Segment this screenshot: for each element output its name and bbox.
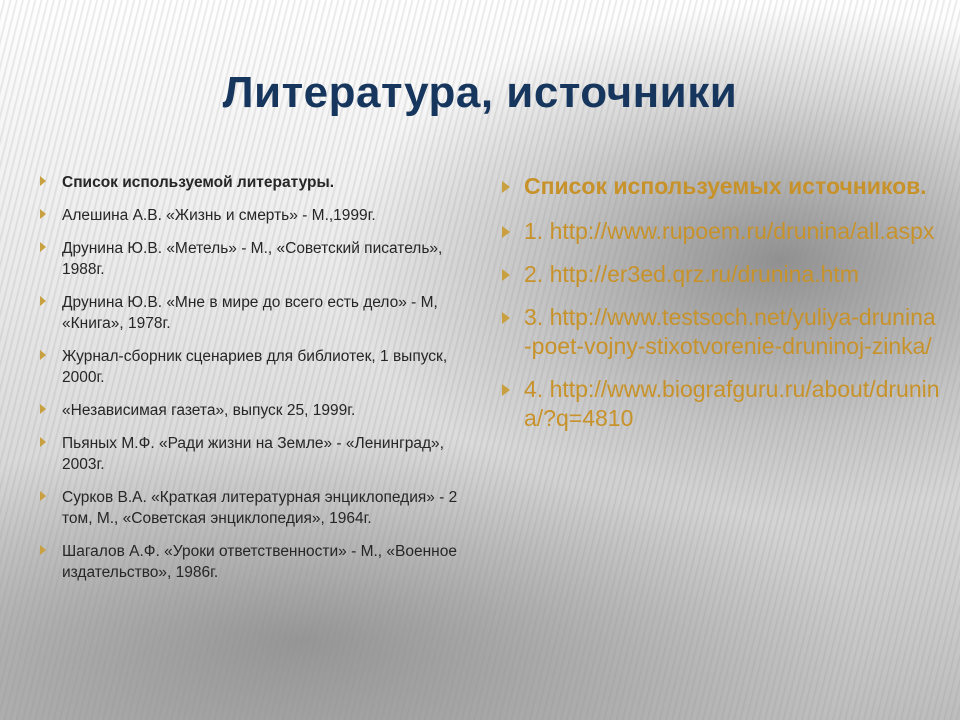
literature-item-text: Алешина А.В. «Жизнь и смерть» - М.,1999г. bbox=[62, 207, 376, 224]
triangle-bullet-icon bbox=[502, 384, 510, 396]
slide-title: Литература, источники bbox=[222, 68, 738, 117]
literature-item bbox=[36, 346, 476, 388]
literature-item-text: Сурков В.А. «Краткая литературная энциклопедия» - 2 том, М., «Советская энциклопедия», 1964г. bbox=[62, 489, 458, 527]
triangle-bullet-icon bbox=[40, 350, 46, 360]
literature-item-text: Пьяных М.Ф. «Ради жизни на Земле» - «Ленинград», 2003г. bbox=[62, 435, 444, 473]
literature-item bbox=[36, 292, 476, 334]
source-link-item[interactable] bbox=[500, 217, 940, 246]
triangle-bullet-icon bbox=[40, 437, 46, 447]
triangle-bullet-icon bbox=[502, 226, 510, 238]
literature-heading bbox=[36, 172, 476, 193]
literature-heading-text: Список используемой литературы. bbox=[62, 174, 334, 191]
literature-item bbox=[36, 400, 476, 421]
literature-item bbox=[36, 238, 476, 280]
source-link[interactable]: 4. http://www.biografguru.ru/about/drunina/?q=4810 bbox=[524, 376, 940, 431]
literature-item bbox=[36, 433, 476, 475]
triangle-bullet-icon bbox=[40, 209, 46, 219]
literature-item-text: «Независимая газета», выпуск 25, 1999г. bbox=[62, 402, 356, 419]
source-link[interactable]: 2. http://er3ed.qrz.ru/drunina.htm bbox=[524, 261, 859, 287]
triangle-bullet-icon bbox=[40, 404, 46, 414]
literature-list bbox=[36, 172, 476, 583]
triangle-bullet-icon bbox=[40, 296, 46, 306]
literature-list-column bbox=[36, 172, 476, 595]
sources-list bbox=[500, 172, 940, 433]
literature-item-text: Друнина Ю.В. «Метель» - М., «Советский писатель», 1988г. bbox=[62, 240, 443, 278]
literature-item bbox=[36, 487, 476, 529]
triangle-bullet-icon bbox=[40, 545, 46, 555]
triangle-bullet-icon bbox=[502, 181, 510, 193]
literature-item bbox=[36, 205, 476, 226]
sources-list-column bbox=[500, 172, 940, 447]
source-link-item[interactable] bbox=[500, 260, 940, 289]
literature-item-text: Шагалов А.Ф. «Уроки ответственности» - М., «Военное издательство», 1986г. bbox=[62, 543, 457, 581]
triangle-bullet-icon bbox=[40, 242, 46, 252]
source-link[interactable]: 3. http://www.testsoch.net/yuliya-drunina-poet-vojny-stixotvorenie-druninoj-zinka/ bbox=[524, 304, 936, 359]
triangle-bullet-icon bbox=[502, 312, 510, 324]
literature-item-text: Друнина Ю.В. «Мне в мире до всего есть дело» - М, «Книга», 1978г. bbox=[62, 294, 438, 332]
source-link-item[interactable] bbox=[500, 375, 940, 433]
source-link-item[interactable] bbox=[500, 303, 940, 361]
triangle-bullet-icon bbox=[40, 176, 46, 186]
sources-heading bbox=[500, 172, 940, 201]
triangle-bullet-icon bbox=[502, 269, 510, 281]
triangle-bullet-icon bbox=[40, 491, 46, 501]
literature-item-text: Журнал-сборник сценариев для библиотек, 1 выпуск, 2000г. bbox=[62, 348, 448, 386]
sources-heading-text: Список используемых источников. bbox=[524, 173, 927, 199]
literature-item bbox=[36, 541, 476, 583]
source-link[interactable]: 1. http://www.rupoem.ru/drunina/all.aspx bbox=[524, 218, 935, 244]
